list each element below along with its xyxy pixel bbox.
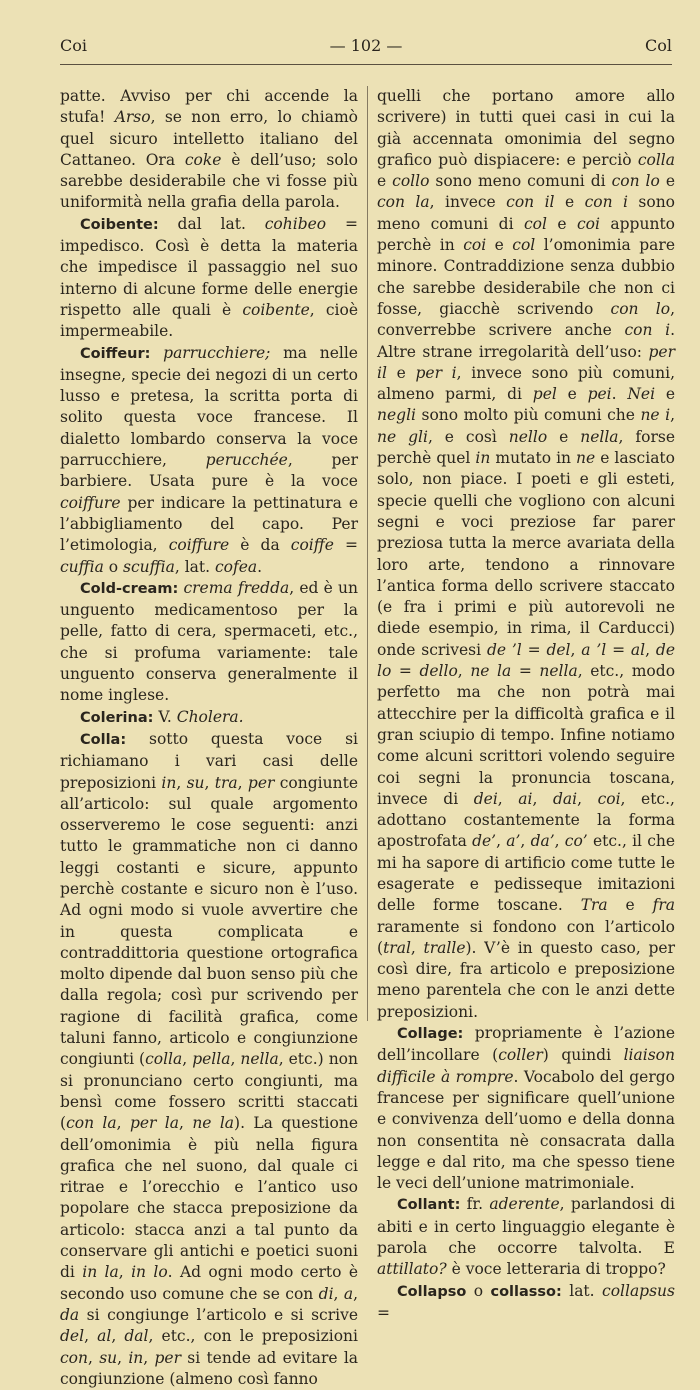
header-rule	[60, 64, 672, 65]
dictionary-entry: Colerina: V. Cholera.	[80, 707, 244, 726]
header-left-guideword: Coi	[60, 36, 87, 55]
right-column	[377, 86, 675, 1324]
entry-continuation: patte. Avviso per chi accende la stufa! Arso, se non erro, lo chiamò quel sicuro intelletto italiano del Cattaneo. Ora coke è dell’uso; solo sarebbe desiderabile che vi fosse più uniformità nella grafia della parola.	[60, 87, 358, 212]
header-right-guideword: Col	[645, 36, 672, 55]
dictionary-entry: Cold-cream: crema fredda, ed è un unguento medicamentoso per la pelle, fatto di cera, spermaceti, etc., che si profuma variamente: tale unguento conserva generalmente il nome inglese.	[60, 578, 358, 705]
running-header	[60, 36, 672, 60]
left-column	[60, 86, 358, 1390]
dictionary-entry: Collapso o collasso: lat. collapsus =	[377, 1281, 675, 1322]
dictionary-entry: Coibente: dal lat. cohibeo = impedisco. Così è detta la materia che impedisce il passaggio nel suo interno di alcune forme delle energie rispetto alle quali è coibente, cioè impermeabile.	[60, 214, 358, 341]
entry-continuation: quelli che portano amore allo scrivere) in tutti quei casi in cui la già accennata omonimia del segno grafico può dispiacere: e perciò colla e collo sono meno comuni di con lo e con la, invece con il e con i sono meno comuni di col e coi appunto perchè in coi e col l’omonimia pare minore. Contraddizione senza dubbio che sarebbe desiderabile che non ci fosse, giacchè scrivendo con lo, converrebbe scrivere anche con i. Altre strane irregolarità dell’uso: per il e per i, invece sono più comuni, almeno parmi, di pel e pei. Nei e negli sono molto più comuni che ne i, ne gli, e così nello e nella, forse perchè quel in mutato in ne e lasciato solo, non piace. I poeti e gli esteti, specie quelli che vogliono con alcuni segni e voci preziose far parer preziosa tutta la merce avariata della loro arte, tendono a rinnovare l’antica forma dello scrivere staccato (e fra i primi e più autorevoli ne diede esempio, in rima, il Carducci) onde scrivesi de ’l = del, a ’l = al, de lo = dello, ne la = nella, etc., modo perfetto ma che non potrà mai attecchire per la difficoltà grafica e il gran sciupio di tempo. Infine notiamo come alcuni scrittori volendo seguire coi segni la pronuncia toscana, invece di dei, ai, dai, coi, etc., adottano costantemente la forma apostrofata de’, a’, da’, co’ etc., il che mi ha sapore di artificio come tutte le esagerate e pedisseque imitazioni delle forme toscane. Tra e fra raramente si fondono con l’articolo (tral, tralle). V’è in questo caso, per così dire, fra articolo e preposizione meno parentela che con le anzi dette preposizioni.	[377, 87, 676, 1021]
dictionary-entry: Coiffeur: parrucchiere; ma nelle insegne, specie dei negozi di un certo lusso e pretesa, la scritta porta di solito questa voce francese. Il dialetto lombardo conserva la voce parrucchiere, perucchée, per barbiere. Usata pure è la voce coiffure per indicare la pettinatura e l’abbigliamento del capo. Per l’etimologia, coiffure è da coiffe = cuffia o scuffia, lat. cofea.	[60, 343, 358, 576]
column-divider	[367, 86, 368, 1021]
dictionary-entry: Colla: sotto questa voce si richiamano i vari casi delle preposizioni in, su, tra, per congiunte all’articolo: sul quale argomento osserveremo le cose seguenti: anzi tutto le grammatiche non ci danno leggi costanti e sicure, appunto perchè costante e sicuro non è l’uso. Ad ogni modo si vuole avvertire che in questa complicata e contraddittoria questione ortografica molto dipende dal buon senso più che dalla regola; così pur scrivendo per ragione di facilità grafica, come taluni fanno, articolo e congiunzione congiunti (colla, pella, nella, etc.) non si pronunciano certo congiunti, ma bensì come fossero scritti staccati (con la, per la, ne la). La questione dell’omonimia è più nella figura grafica che nel suono, dal quale ci ritrae e l’orecchio e l’antico uso popolare che stacca preposizione da articolo: stacca anzi a tal punto da conservare gli antichi e poetici suoni di in la, in lo. Ad ogni modo certo è secondo uso comune che se con di, a, da si congiunge l’articolo e si scrive del, al, dal, etc., con le preposizioni con, su, in, per si tende ad evitare la congiunzione (almeno così fanno	[60, 729, 359, 1388]
dictionary-entry: Collage: propriamente è l’azione dell’incollare (coller) quindi liaison difficile à rompre. Vocabolo del gergo francese per significare quell’unione e convivenza dell’uomo e della donna non consentita nè consacrata dalla legge e dal rito, ma che spesso tiene le veci dell’unione matrimoniale.	[377, 1024, 676, 1193]
page-number: — 102 —	[329, 36, 403, 55]
dictionary-entry: Collant: fr. aderente, parlandosi di abiti e in certo linguaggio elegante è parola che occorre talvolta. E attillato? è voce letteraria di troppo?	[377, 1195, 675, 1279]
